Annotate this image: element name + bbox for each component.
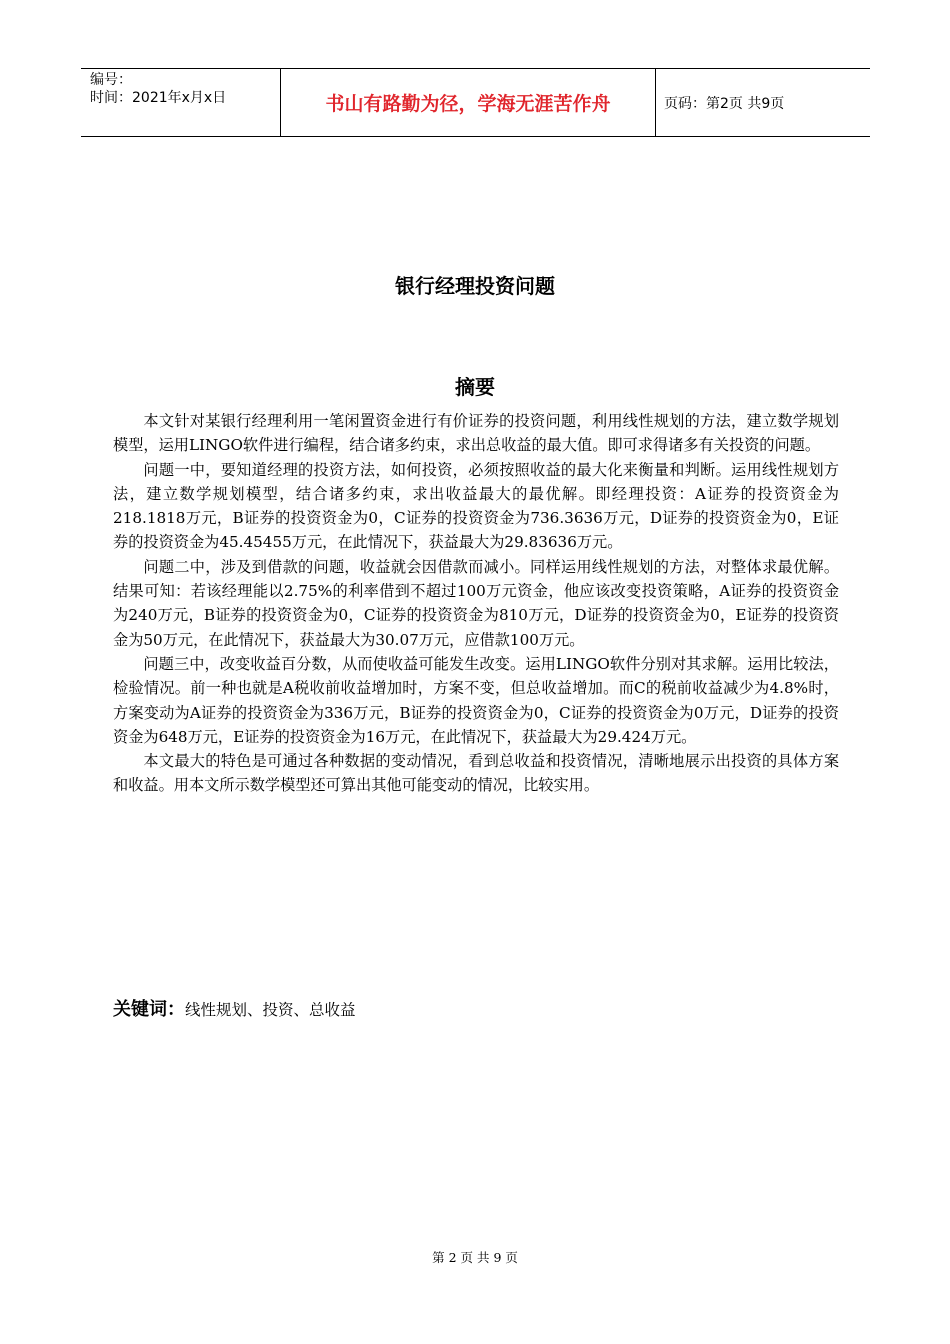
keywords-label: 关键词： [113, 999, 185, 1020]
document-title: 银行经理投资问题 [395, 274, 555, 298]
abstract-body [113, 409, 839, 798]
doc-time-label: 时间：2021年x月x日 [90, 90, 227, 106]
keywords-value: 线性规划、投资、总收益 [185, 1001, 356, 1019]
header-meta-cell [81, 69, 281, 136]
page-footer: 第 2 页 共 9 页 [432, 1250, 518, 1265]
keywords-line [113, 995, 356, 1021]
header-table [81, 68, 870, 137]
abstract-paragraph: 本文最大的特色是可通过各种数据的变动情况，看到总收益和投资情况，清晰地展示出投资的具体方案和收益。用本文所示数学模型还可算出其他可能变动的情况，比较实用。 [113, 752, 839, 795]
doc-number-label: 编号： [90, 72, 132, 88]
header-motto: 书山有路勤为径，学海无涯苦作舟 [281, 69, 656, 136]
abstract-heading: 摘要 [455, 375, 495, 399]
abstract-paragraph: 问题二中，涉及到借款的问题，收益就会因借款而减小。同样运用线性规划的方法，对整体求最优解。结果可知：若该经理能以2.75%的利率借到不超过100万元资金，他应该改变投资策略，A证券的投资资金为240万元，B证券的投资资金为0，C证券的投资资金为810万元，D证券的投资资金为0，E证券的投资资金为50万元，在此情况下，获益最大为30.07万元，应借款100万元。 [113, 557, 839, 649]
abstract-paragraph: 问题一中，要知道经理的投资方法，如何投资，必须按照收益的最大化来衡量和判断。运用线性规划方法，建立数学规划模型，结合诸多约束，求出收益最大的最优解。即经理投资：A证券的投资资金为218.1818万元，B证券的投资资金为0，C证券的投资资金为736.3636万元，D证券的投资资金为0，E证券的投资资金为45.45455万元，在此情况下，获益最大为29.83636万元。 [113, 460, 839, 552]
abstract-paragraph: 本文针对某银行经理利用一笔闲置资金进行有价证券的投资问题，利用线性规划的方法，建立数学规划模型，运用LINGO软件进行编程，结合诸多约束，求出总收益的最大值。即可求得诸多有关投资的问题。 [113, 412, 839, 455]
header-page-info: 页码：第2页 共9页 [664, 95, 785, 112]
abstract-paragraph: 问题三中，改变收益百分数，从而使收益可能发生改变。运用LINGO软件分别对其求解。运用比较法，检验情况。前一种也就是A税收前收益增加时，方案不变，但总收益增加。而C的税前收益减少为4.8%时，方案变动为A证券的投资资金为336万元，B证券的投资资金为0，C证券的投资资金为0万元，D证券的投资资金为648万元，E证券的投资资金为16万元，在此情况下，获益最大为29.424万元。 [113, 654, 839, 746]
